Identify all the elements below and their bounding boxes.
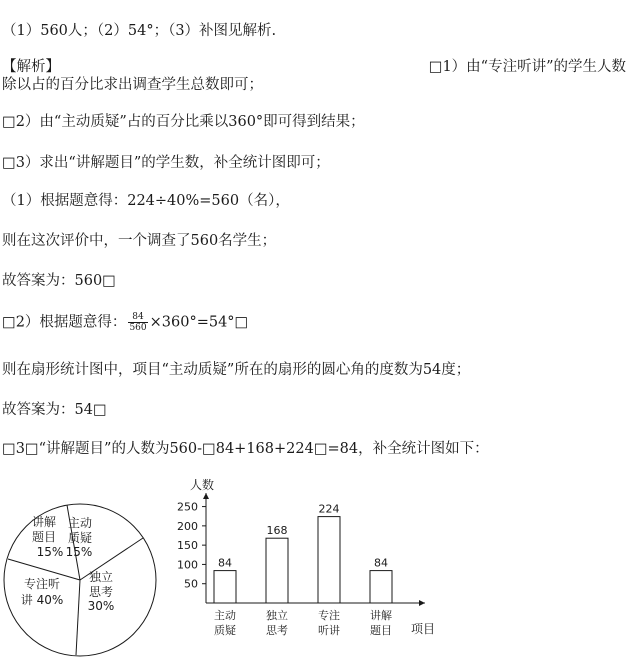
solution-p2c: 故答案为：54□ bbox=[2, 402, 107, 418]
y-tick-label: 150 bbox=[177, 539, 198, 553]
x-tick-label: 思考 bbox=[266, 624, 288, 637]
bar-value-label: 84 bbox=[374, 556, 388, 570]
solution-p3: □3□“讲解题目”的人数为560-□84+168+224□=84，补全统计图如下： bbox=[2, 441, 489, 457]
x-tick-label: 讲解 bbox=[370, 609, 392, 622]
fraction-numerator: 84 bbox=[128, 312, 147, 323]
x-tick-label: 听讲 bbox=[318, 624, 340, 637]
pie-label: 题目 bbox=[31, 530, 57, 544]
y-tick-label: 100 bbox=[177, 558, 198, 572]
bar-value-label: 84 bbox=[218, 556, 232, 570]
fraction bbox=[128, 312, 147, 333]
pie-label: 15% bbox=[36, 545, 64, 559]
analysis-step2: □2）由“主动质疑”占的百分比乘以360°即可得到结果； bbox=[2, 114, 365, 130]
bar-value-label: 168 bbox=[266, 524, 288, 538]
analysis-step3: □3）求出“讲解题目”的学生数，补全统计图即可； bbox=[2, 155, 330, 171]
solution-p2b: 则在扇形统计图中，项目“主动质疑”所在的扇形的圆心角的度数为54度； bbox=[2, 362, 471, 378]
x-tick-label: 质疑 bbox=[214, 624, 236, 637]
y-tick-label: 250 bbox=[177, 500, 198, 514]
analysis-tag: 【解析】 bbox=[2, 59, 60, 75]
answer-line: （1）560人；（2）54°；（3）补图见解析. bbox=[2, 23, 277, 39]
bar bbox=[266, 538, 288, 603]
y-tick-label: 50 bbox=[184, 577, 198, 591]
pie-label: 独立 bbox=[88, 570, 114, 584]
pie-label: 专注听 bbox=[23, 577, 61, 591]
x-tick-label: 题目 bbox=[370, 624, 392, 637]
x-axis-label: 项目 bbox=[411, 622, 436, 636]
fraction-denominator: 560 bbox=[129, 323, 147, 333]
pie-label: 讲解 bbox=[31, 515, 57, 529]
solution-p1: （1）根据题意得：224÷40%=560（名）， bbox=[2, 193, 290, 209]
y-axis-arrow bbox=[203, 493, 209, 499]
pie-label: 思考 bbox=[88, 585, 114, 599]
x-tick-label: 专注 bbox=[318, 609, 340, 622]
bar-chart bbox=[170, 475, 450, 645]
y-axis-label: 人数 bbox=[190, 478, 215, 492]
solution-p2 bbox=[2, 312, 248, 333]
solution-p2-prefix: □2）根据题意得： bbox=[2, 314, 127, 331]
x-tick-label: 独立 bbox=[266, 609, 288, 622]
solution-p1b: 则在这次评价中，一个调查了560名学生； bbox=[2, 233, 277, 249]
bar-value-label: 224 bbox=[318, 502, 340, 516]
solution-p2-suffix: ×360°=54°□ bbox=[149, 314, 249, 331]
pie-label: 15% bbox=[65, 545, 93, 559]
bar bbox=[370, 571, 392, 603]
analysis-step1-head: □1）由“专注听讲”的学生人数 bbox=[428, 59, 626, 75]
pie-label: 讲 40% bbox=[20, 593, 64, 607]
pie-label: 30% bbox=[87, 599, 115, 613]
x-axis-arrow bbox=[419, 600, 425, 606]
bar bbox=[214, 571, 236, 603]
pie-chart bbox=[0, 500, 160, 660]
pie-label: 质疑 bbox=[67, 531, 93, 545]
bar-layer bbox=[177, 477, 435, 637]
pie-label: 主动 bbox=[67, 516, 93, 530]
bar bbox=[318, 517, 340, 603]
solution-p1c: 故答案为：560□ bbox=[2, 273, 116, 289]
x-tick-label: 主动 bbox=[214, 609, 236, 622]
analysis-step1-tail: 除以占的百分比求出调查学生总数即可； bbox=[2, 77, 263, 93]
y-tick-label: 200 bbox=[177, 519, 198, 533]
